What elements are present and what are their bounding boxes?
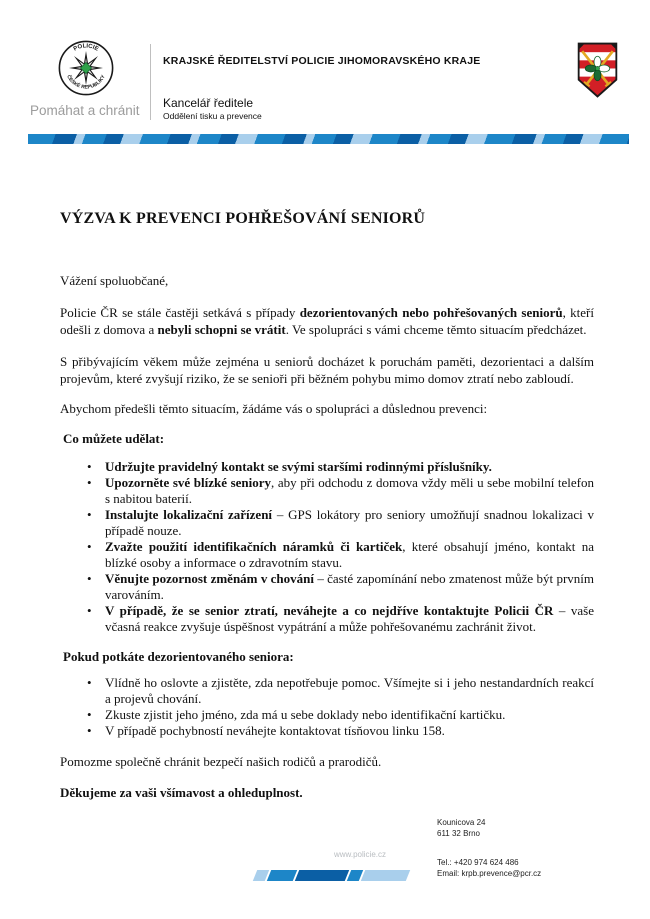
salutation: Vážení spoluobčané,: [60, 273, 169, 288]
police-motto: Pomáhat a chránit: [30, 103, 140, 118]
p1-text-1: Policie ČR se stále častěji setkává s případy: [60, 304, 300, 320]
request-paragraph: Abychom předešli těmto situacím, žádáme vás o spolupráci a důslednou prevenci:: [60, 400, 488, 416]
intro-paragraph: [60, 304, 594, 339]
org-name: KRAJSKÉ ŘEDITELSTVÍ POLICIE JIHOMORAVSKÉHO KRAJE: [163, 55, 481, 67]
list-item-bold: Udržujte pravidelný kontakt se svými staršími rodinnými příslušníky.: [105, 458, 492, 474]
p1-text-3: . Ve spolupráci s vámi chceme těmto situacím předcházet.: [285, 322, 587, 337]
list-item-text: Zkuste zjistit jeho jméno, zda má u sebe doklady nebo identifikační kartičku.: [105, 707, 506, 722]
footer-website: www.policie.cz: [333, 850, 386, 859]
list-item-bold: Věnujte pozornost změnám v chování: [105, 570, 314, 586]
list-item-text: – časté zapomínání nebo zmatenost může být prvním varováním.: [105, 570, 594, 602]
list-item: [60, 675, 594, 707]
list-item: [60, 539, 594, 571]
footer-contact: [437, 857, 541, 879]
list-item-text: , které obsahují jméno, kontakt na blízké osoby a informace o zdravotním stavu.: [105, 538, 594, 570]
list-item-text: , aby při odchodu z domova vždy měli u sebe mobilní telefon s nabitou baterií.: [105, 474, 594, 506]
list-item: [60, 723, 594, 739]
p1-bold-2: nebyli schopni se vrátit: [157, 322, 286, 337]
list-item-text: – vaše včasná reakce zvyšuje úspěšnost vypátrání a může pohřešovanému zachránit život.: [105, 602, 594, 634]
closing-thanks: Děkujeme za vaši všímavost a ohleduplnost.: [60, 784, 303, 800]
address-line-1: Kounicova 24: [437, 818, 486, 827]
list-item-text: – GPS lokátory pro seniory umožňují snadnou lokalizaci v případě nouze.: [105, 506, 595, 538]
list-item-bold: V případě, že se senior ztratí, neváhejte a co nejdříve kontaktujte Policii ČR: [105, 602, 554, 618]
address-line-2: 611 32 Brno: [437, 829, 480, 838]
badge-text-bottom: ČESKÉ REPUBLIKY: [65, 74, 107, 91]
footer-email: Email: krpb.prevence@pcr.cz: [437, 869, 542, 878]
list-item-text: Vlídně ho oslovte a zjistěte, zda nepotřebuje pomoc. Všímejte si i jeho nestandardních reakcí a projevů chování.: [105, 675, 594, 706]
list-item: [60, 507, 594, 539]
footer-ribbon: [255, 870, 408, 881]
footer-address: [437, 817, 485, 839]
list-item: [60, 603, 594, 635]
list-item-bold: Upozorněte své blízké seniory: [105, 474, 272, 490]
section-heading-if-you-meet: Pokud potkáte dezorientovaného seniora:: [63, 648, 294, 664]
p1-text-2: , kteří odešli z domova a: [60, 304, 594, 337]
letter-body: [60, 0, 594, 801]
department-name: Oddělení tisku a prevence: [163, 111, 262, 121]
closing-appeal: Pomozme společně chránit bezpečí našich rodičů a prarodičů.: [60, 754, 382, 769]
footer-ribbon-segment: [295, 870, 349, 881]
risk-paragraph: S přibývajícím věkem může zejména u seniorů docházet k poruchám paměti, dezorientaci a dalším projevům, které zvyšují riziko, že se senioři při běžném pohybu mimo domov ztratí nebo zabloudí.: [60, 353, 594, 386]
list-item: [60, 459, 594, 475]
footer-ribbon-segment: [361, 870, 410, 881]
section-heading-what-you-can-do: Co můžete udělat:: [63, 431, 165, 446]
list-item: [60, 707, 594, 723]
list-item: [60, 571, 594, 603]
p1-bold-1: dezorientovaných nebo pohřešovaných seniorů: [299, 304, 563, 320]
footer-ribbon-segment: [267, 870, 297, 881]
list-item: [60, 475, 594, 507]
office-name: Kancelář ředitele: [163, 96, 254, 110]
footer-phone: Tel.: +420 974 624 486: [437, 858, 519, 867]
list-item-bold: Zvažte použití identifikačních náramků či kartiček: [105, 538, 403, 554]
encounter-list: [60, 675, 594, 739]
badge-text-top: POLICIE: [72, 43, 100, 53]
document-title: VÝZVA K PREVENCI POHŘEŠOVÁNÍ SENIORŮ: [60, 210, 426, 227]
prevention-list: [60, 459, 594, 635]
list-item-text: V případě pochybností neváhejte kontaktovat tísňovou linku 158.: [105, 723, 445, 738]
list-item-bold: Instalujte lokalizační zařízení: [105, 506, 273, 522]
